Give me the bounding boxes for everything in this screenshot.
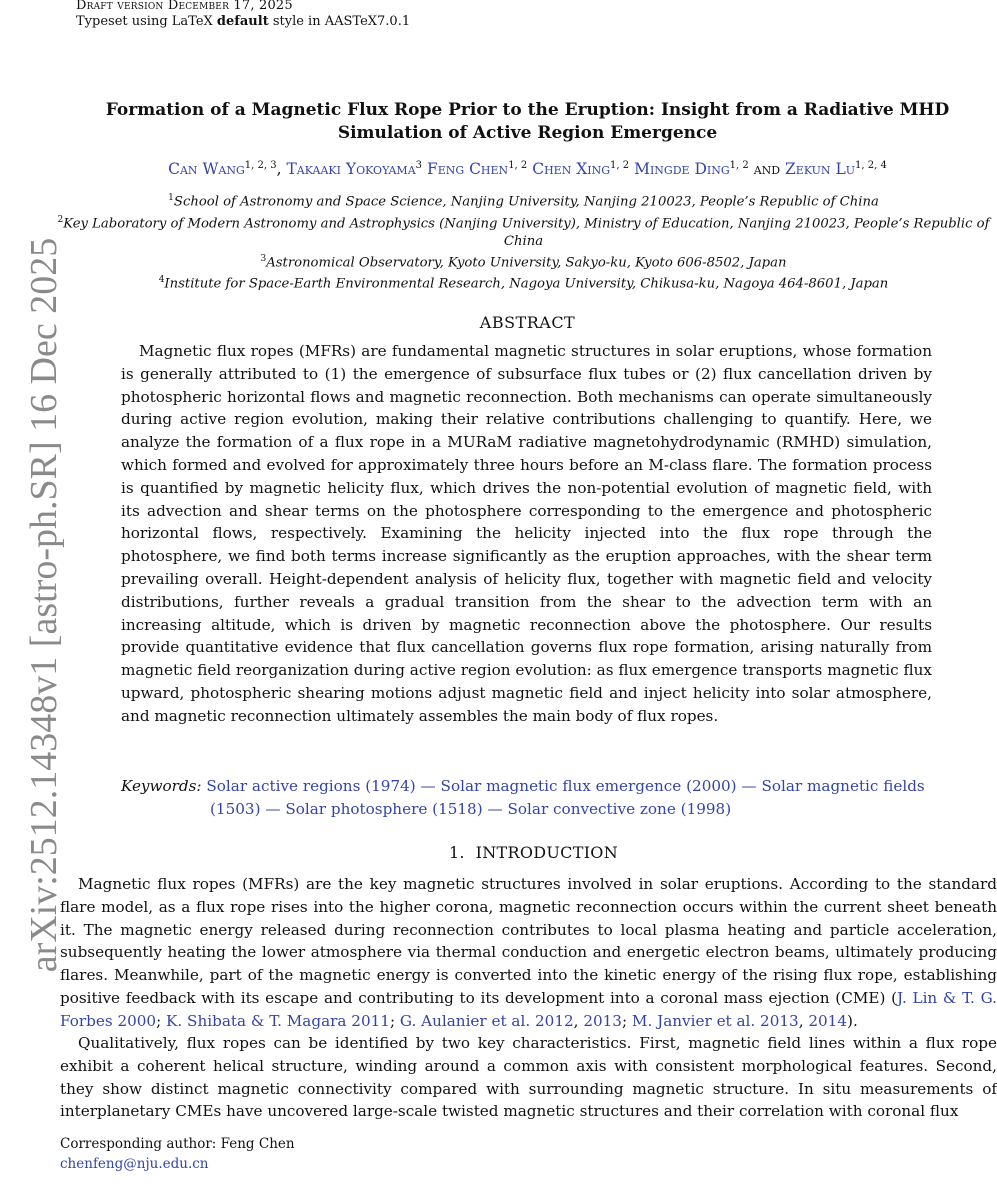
paragraph-end: ). <box>847 1011 858 1030</box>
citation-sep: , <box>798 1011 809 1030</box>
paragraph-text: Magnetic flux ropes (MFRs) are the key magnetic structures involved in solar eruptions. According to the standard flare model, as a flux rope rises into the higher corona, magnetic reconnection occurs within the current sheet beneath it. The magnetic energy released during reconnection contributes to local plasma heating and particle acceleration, subsequently heating the lower atmosphere via thermal conduction and energetic electron beams, ultimately producing flares. Meanwhile, part of the magnetic energy is converted into the kinetic energy of the rising flux rope, establishing positive feedback with its escape and contributing to its development into a coronal mass ejection (CME) ( <box>60 875 997 1007</box>
paper-title <box>90 99 965 145</box>
arxiv-stamp: arXiv:2512.14348v1 [astro-ph.SR] 16 Dec 2025 <box>23 237 65 973</box>
affiliation-text: School of Astronomy and Space Science, Nanjing University, Nanjing 210023, People’s Republic of China <box>173 194 879 210</box>
citation-sep: ; <box>621 1011 632 1030</box>
citation-link[interactable]: 2013 <box>583 1011 622 1030</box>
affiliation-text: Institute for Space-Earth Environmental Research, Nagoya University, Chikusa-ku, Nagoya 464-8601, Japan <box>164 276 889 292</box>
keyword-links-line-1[interactable]: Solar active regions (1974) — Solar magnetic flux emergence (2000) — Solar magnetic fields <box>206 777 925 795</box>
author-sep: , <box>276 160 287 179</box>
author-affil-sup: 1, 2 <box>610 160 630 171</box>
citation-link[interactable]: J. Lin & T. G. Forbes 2000 <box>60 988 997 1030</box>
author-link[interactable]: Mingde Ding <box>634 160 730 179</box>
affiliation-sup: 1 <box>168 193 174 203</box>
author-affil-sup: 3 <box>415 160 423 171</box>
citation-link[interactable]: K. Shibata & T. Magara 2011 <box>166 1011 390 1030</box>
keywords <box>121 775 932 821</box>
abstract-heading: ABSTRACT <box>479 313 576 332</box>
keywords-label: Keywords: <box>121 777 202 795</box>
citation-link[interactable]: G. Aulanier et al. 2012 <box>399 1011 574 1030</box>
typeset-style: default <box>216 14 269 29</box>
citation-sep: ; <box>156 1011 167 1030</box>
affiliation-sup: 2 <box>57 215 64 225</box>
intro-paragraph-1 <box>60 873 997 1033</box>
author-affil-sup: 1, 2 <box>508 160 528 171</box>
title-line-2: Simulation of Active Region Emergence <box>337 123 718 143</box>
affiliation <box>50 271 997 293</box>
abstract-text: Magnetic flux ropes (MFRs) are fundamental magnetic structures in solar eruptions, whose formation is generally attributed to (1) the emergence of subsurface flux tubes or (2) flux cancellation driven by photospheric horizontal flows and magnetic reconnection. Both mechanisms can operate simultaneously during active region evolution, making their relative contributions challenging to quantify. Here, we analyze the formation of a flux rope in a MURaM radiative magnetohydrodynamic (RMHD) simulation, which formed and evolved for approximately three hours before an M-class flare. The formation process is quantified by magnetic helicity flux, which drives the non-potential evolution of magnetic field, with its advection and shear terms on the photosphere corresponding to the emergence and photospheric horizontal flows, respectively. Examining the helicity injected into the flux rope through the photosphere, we find both terms increase significantly as the eruption approaches, with the shear term prevailing overall. Height-dependent analysis of helicity flux, together with magnetic field and velocity distributions, further reveals a gradual transition from the shear to the advection term with an increasing altitude, which is driven by magnetic reconnection above the photosphere. Our results provide quantitative evidence that flux cancellation governs flux rope formation, arising naturally from magnetic field reorganization during active region evolution: as flux emergence transports magnetic flux upward, photospheric shearing motions adjust magnetic field and inject helicity into solar atmosphere, and magnetic reconnection ultimately assembles the main body of flux ropes. <box>121 342 932 725</box>
section-heading-introduction <box>0 843 997 862</box>
section-title: INTRODUCTION <box>475 843 619 862</box>
citation-sep: , <box>573 1011 584 1030</box>
typeset-line <box>76 14 410 30</box>
intro-paragraph-2: Qualitatively, flux ropes can be identified by two key characteristics. First, magnetic field lines within a flux rope exhibit a coherent helical structure, winding around a common axis with consistent morphological features. Second, they show distinct magnetic connectivity compared with surrounding magnetic structure. In situ measurements of interplanetary CMEs have uncovered large-scale twisted magnetic structures and their correlation with coronal flux <box>60 1034 997 1121</box>
author-link[interactable]: Takaaki Yokoyama <box>286 160 416 179</box>
typeset-suffix: style in AASTeX7.0.1 <box>268 14 411 29</box>
author-link[interactable]: Chen Xing <box>532 160 611 179</box>
affiliation-text: Astronomical Observatory, Kyoto University, Sakyo-ku, Kyoto 606-8502, Japan <box>266 255 787 271</box>
section-number: 1. <box>448 843 465 862</box>
keywords-line-1 <box>121 775 932 798</box>
citation-link[interactable]: 2014 <box>808 1011 848 1030</box>
author-link[interactable]: Can Wang <box>168 160 245 179</box>
author-affil-sup: 1, 2, 3 <box>244 160 277 171</box>
draft-version-line: Draft version December 17, 2025 <box>76 0 293 13</box>
keywords-line-2 <box>121 798 932 821</box>
citation-sep: ; <box>389 1011 400 1030</box>
affiliation-text: Key Laboratory of Modern Astronomy and Astrophysics (Nanjing University), Ministry of Education, Nanjing 210023, People’s Republic of China <box>63 216 990 250</box>
citation-link[interactable]: M. Janvier et al. 2013 <box>631 1011 799 1030</box>
author-affil-sup: 1, 2, 4 <box>855 160 887 171</box>
footnote <box>60 1134 295 1174</box>
latex-logo: LaTeX <box>171 14 213 29</box>
typeset-prefix: Typeset using <box>76 14 172 29</box>
affiliation <box>50 250 997 272</box>
author-link[interactable]: Feng Chen <box>426 160 509 179</box>
title-line-1: Formation of a Magnetic Flux Rope Prior to the Eruption: Insight from a Radiative MHD <box>105 100 950 120</box>
affiliation <box>50 211 997 251</box>
author-and: and <box>753 160 781 179</box>
email-link[interactable]: chenfeng@nju.edu.cn <box>60 1156 209 1172</box>
keyword-links-line-2[interactable]: (1503) — Solar photosphere (1518) — Solar convective zone (1998) <box>210 799 732 818</box>
affiliation <box>50 189 997 211</box>
corresponding-author: Corresponding author: Feng Chen <box>60 1136 295 1152</box>
affiliation-sup: 4 <box>158 275 165 285</box>
affiliation-sup: 3 <box>260 254 267 264</box>
author-affil-sup: 1, 2 <box>729 160 749 171</box>
author-list <box>60 155 995 180</box>
author-link[interactable]: Zekun Lu <box>785 160 856 179</box>
